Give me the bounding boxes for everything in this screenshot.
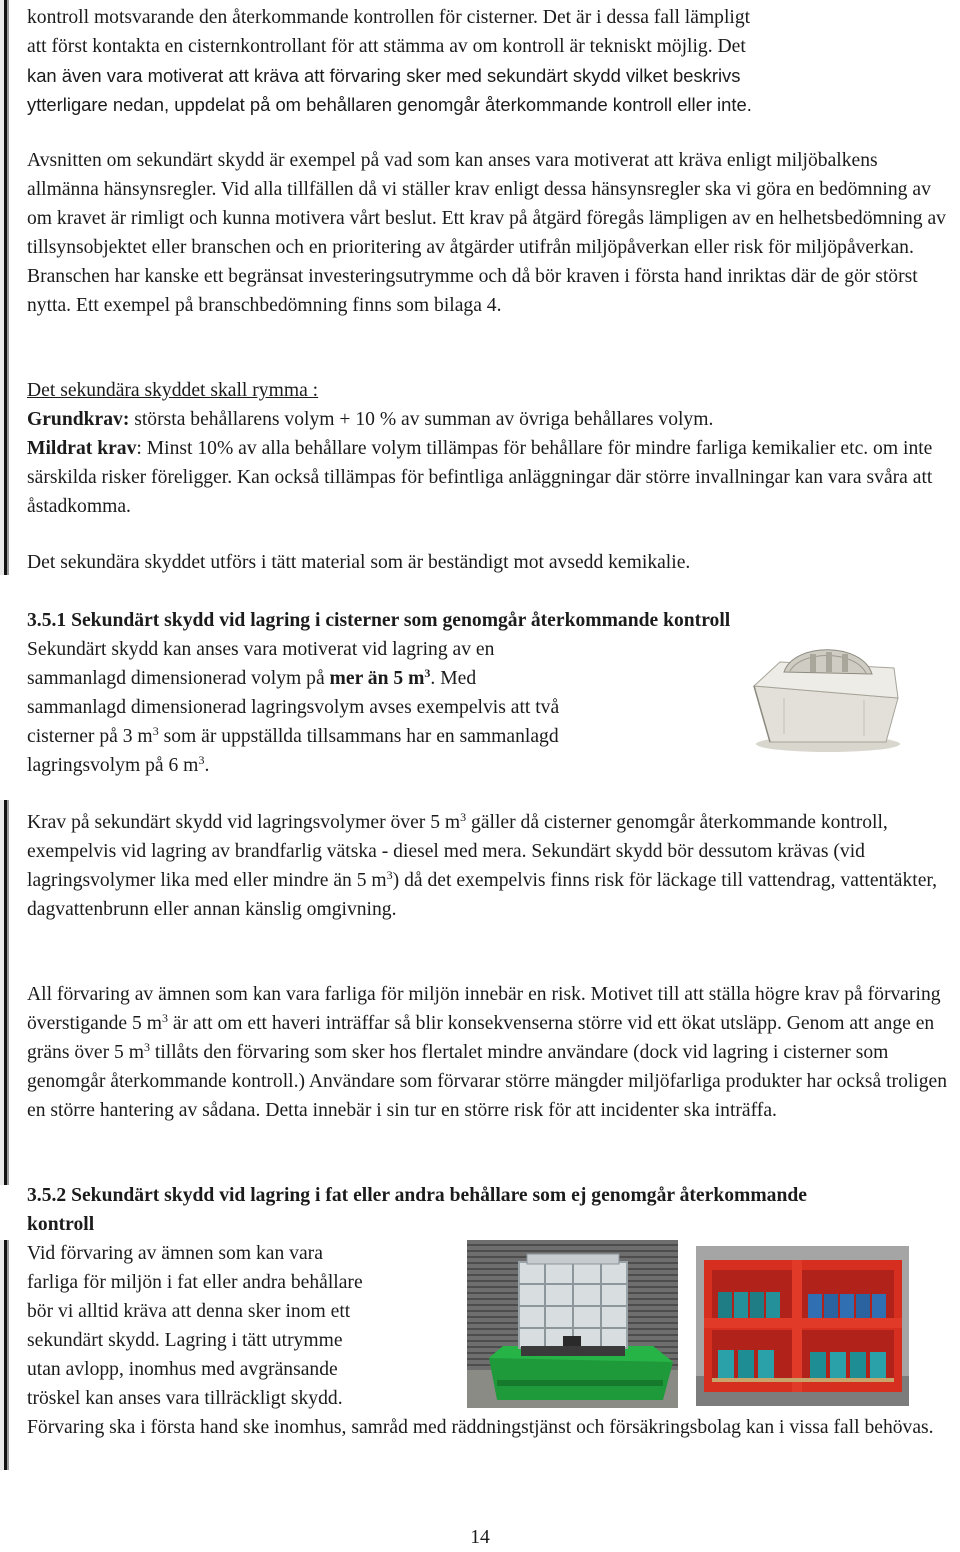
mild-label: Mildrat krav (27, 438, 137, 459)
paragraph-line: bör vi alltid kräva att denna sker inom ett (27, 1301, 351, 1322)
paragraph-line: sekundärt skydd. Lagring i tätt utrymme (27, 1330, 343, 1351)
superscript: 3 (386, 868, 393, 882)
text-run: ) då det exempelvis finns risk för läckage till vattendrag, vattentäkter, dagvattenbrunn eller annan känslig omgivning. (27, 870, 938, 920)
text-run: All förvaring av ämnen som kan vara farliga för miljön innebär en risk. Motivet till att ställa högre krav på förvaring överstigande 5 m (27, 984, 941, 1034)
text-run: Krav på sekundärt skydd vid lagringsvolymer över 5 m (27, 812, 461, 833)
spill-pallet-photo (467, 1240, 678, 1408)
text-run-bold (330, 668, 431, 689)
section-heading-352: 3.5.2 Sekundärt skydd vid lagring i fat eller andra behållare som ej genomgår återkommande kontroll (27, 1185, 807, 1235)
paragraph-line: tröskel kan anses vara tillräckligt skydd. (27, 1388, 343, 1409)
drum-rack-illustration (696, 1246, 909, 1406)
tank-illustration (744, 638, 906, 756)
change-bar (0, 1240, 12, 1470)
text-run: sammanlagd dimensionerad volym på (27, 668, 330, 689)
text-run: . (204, 755, 210, 776)
superscript: 3 (152, 724, 159, 738)
superscript: 3 (424, 666, 431, 680)
superscript: 3 (460, 810, 467, 824)
paragraph (27, 980, 959, 1125)
text-run: mer än 5 m (329, 668, 425, 689)
paragraph-line: Vid förvaring av ämnen som kan vara (27, 1243, 323, 1264)
paragraph-line: ytterligare nedan, uppdelat på om behållaren genomgår återkommande kontroll eller inte. (27, 94, 752, 115)
mild-text: : Minst 10% av alla behållare volym tillämpas för behållare för mindre farliga kemikalier etc. om inte särskilda risker föreligger. Kan också tillämpas för befintliga anläggningar där större invallningar kan vara svåra att åstadkomma. (27, 438, 933, 517)
text-run: . Med (430, 668, 477, 689)
change-bar (0, 800, 12, 1185)
basic-text: största behållarens volym + 10 % av summan av övriga behållares volym. (129, 409, 714, 430)
paragraph-line: Sekundärt skydd kan anses vara motiverat vid lagring av en (27, 639, 495, 660)
drum-rack-photo (696, 1246, 909, 1406)
paragraph-line: kan även vara motiverat att kräva att förvaring sker med sekundärt skydd vilket beskrivs (27, 65, 741, 86)
basic-requirement (27, 405, 952, 434)
text-run: som är uppställda tillsammans har en sammanlagd (158, 726, 559, 747)
paragraph-line: kontroll motsvarande den återkommande kontrollen för cisterner. Det är i dessa fall lämpligt (27, 7, 751, 28)
paragraph: Förvaring ska i första hand ske inomhus, samråd med räddningstjänst och försäkringsbolag kan i vissa fall behövas. (27, 1417, 934, 1438)
superscript: 3 (144, 1040, 150, 1054)
text-run: lagringsvolym på 6 m (27, 755, 199, 776)
paragraph-line (27, 664, 476, 693)
superscript: 3 (161, 1011, 168, 1025)
page-number: 14 (470, 1527, 490, 1548)
secondary-heading: Det sekundära skyddet skall rymma : (27, 380, 319, 401)
paragraph-line (27, 722, 559, 751)
spill-pallet-illustration (467, 1240, 678, 1408)
paragraph-line: utan avlopp, inomhus med avgränsande (27, 1359, 338, 1380)
paragraph-line: att först kontakta en cisternkontrollant för att stämma av om kontroll är tekniskt möjlig. Det (27, 36, 746, 57)
tank-photo (744, 638, 906, 756)
text-run: gäller då cisterner genomgår återkommande kontroll, exempelvis vid lagring av brandfarlig vätska - diesel med mera. Sekundärt skydd bör dessutom krävas (vid lagringsvolymer lika med eller mindre än 5 m (27, 812, 888, 891)
paragraph-line: farliga för miljön i fat eller andra behållare (27, 1272, 363, 1293)
text-run: tillåts den förvaring som sker hos flertalet mindre användare (dock vid lagring i cisterner som genomgår återkommande kontroll.) Användare som förvarar större mängder miljöfarliga produkter har också troligen en större hantering av sådana. Detta innebär i sin tur en större risk för att incidenter ska inträffa. (27, 1042, 948, 1121)
material-paragraph: Det sekundära skyddet utförs i tätt material som är beständigt mot avsedd kemikalie. (27, 552, 691, 573)
section-heading-351: 3.5.1 Sekundärt skydd vid lagring i cisterner som genomgår återkommande kontroll (27, 610, 731, 631)
superscript: 3 (198, 753, 205, 767)
basic-label: Grundkrav: (27, 409, 130, 430)
paragraph (27, 808, 952, 924)
paragraph-line: sammanlagd dimensionerad lagringsvolym avses exempelvis att två (27, 697, 560, 718)
paragraph: Avsnitten om sekundärt skydd är exempel på vad som kan anses vara motiverat att kräva enligt miljöbalkens allmänna hänsynsregler. Vid alla tillfällen då vi ställer krav enligt dessa hänsynsregler ska vi göra en bedömning av om kravet är rimligt och kunna motivera vårt beslut. Ett krav på åtgärd föregås lämpligen av en helhetsbedömning av tillsynsobjektet eller branschen och en prioritering av åtgärder utifrån miljöpåverkan eller risk för miljöpåverkan. Branschen har kanske ett begränsat investeringsutrymme och då bör kraven i första hand inriktas där de gör störst nytta. Ett exempel på branschbedömning finns som bilaga 4. (27, 150, 946, 316)
text-run: är att om ett haveri inträffar så blir konsekvenserna större vid ett ökat utsläpp. Genom att ange en gräns över 5 m (27, 1013, 935, 1063)
mild-requirement (27, 434, 952, 521)
text-run: cisterner på 3 m (27, 726, 153, 747)
paragraph-line (27, 751, 209, 780)
change-bar (0, 0, 12, 575)
